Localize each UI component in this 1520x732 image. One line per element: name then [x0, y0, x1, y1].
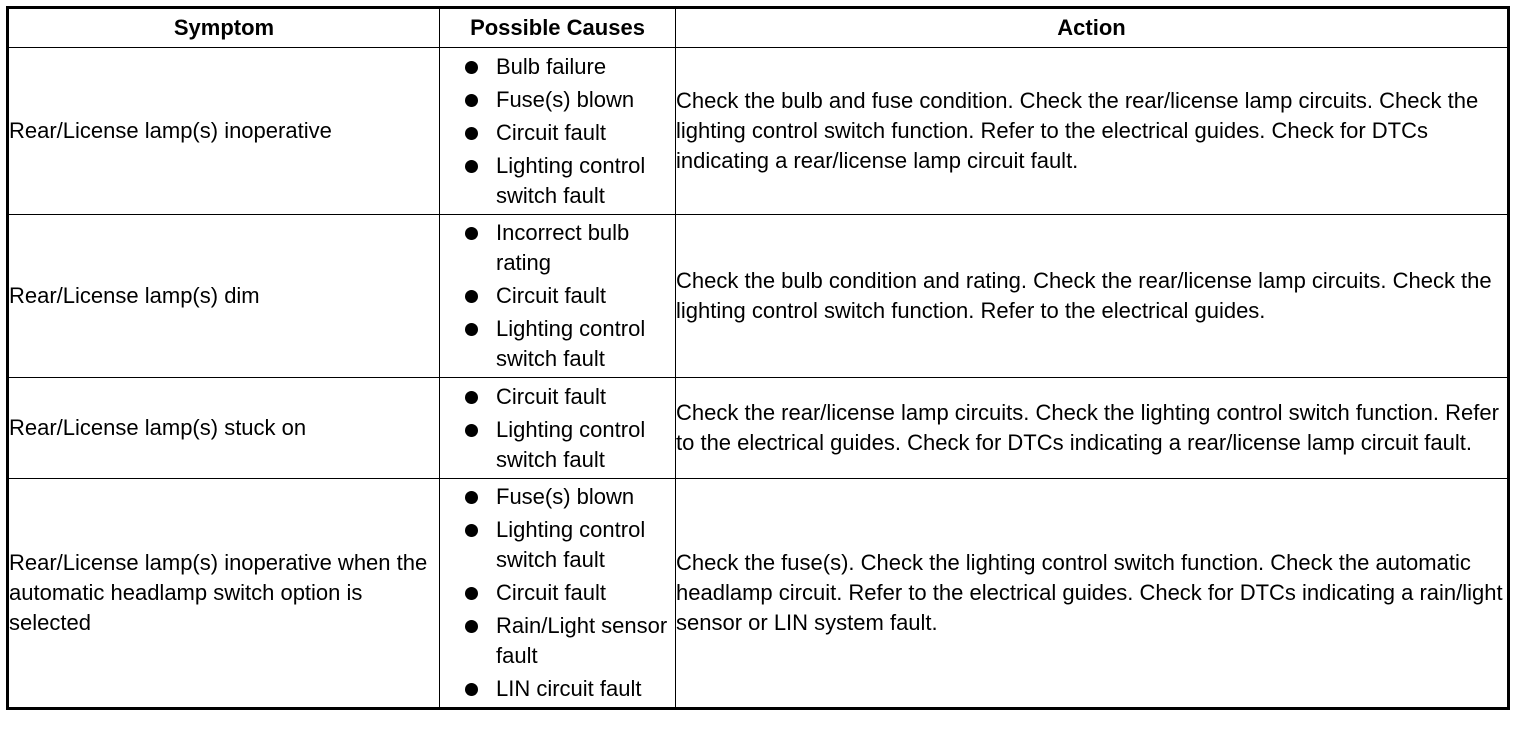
cause-text: Circuit fault: [496, 580, 607, 605]
bullet-icon: [465, 620, 478, 633]
bullet-icon: [465, 424, 478, 437]
causes-list: [440, 482, 675, 704]
cause-item: [440, 382, 675, 412]
table-row: [8, 479, 1509, 709]
bullet-icon: [465, 491, 478, 504]
diagnosis-table-wrapper: [6, 6, 1510, 710]
cause-item: [440, 515, 675, 575]
cause-text: Circuit fault: [496, 119, 607, 145]
causes-cell: [440, 215, 676, 378]
table-row: [8, 378, 1509, 479]
causes-list: [440, 52, 675, 211]
causes-cell: [440, 48, 676, 215]
bullet-icon: [465, 61, 478, 74]
causes-cell: [440, 479, 676, 709]
bullet-icon: [465, 227, 478, 240]
cause-text: Circuit fault: [496, 283, 607, 308]
header-action: Action: [676, 8, 1509, 48]
cause-text: Fuse(s) blown: [496, 484, 635, 509]
cause-text: Fuse(s) blown: [496, 86, 635, 112]
cause-item: [440, 118, 675, 148]
header-symptom: Symptom: [8, 8, 440, 48]
cause-item: [440, 578, 675, 608]
cause-text: Bulb failure: [496, 53, 607, 79]
causes-list: [440, 218, 675, 374]
bullet-icon: [465, 127, 478, 140]
cause-item: [440, 415, 675, 475]
cause-text: Lighting control switch fault: [496, 316, 646, 371]
cause-item: [440, 151, 675, 211]
action-cell: Check the bulb and fuse condition. Check the rear/license lamp circuits. Check the lighting control switch function. Refer to the electrical guides. Check for DTCs indicating a rear/license lamp circuit fault.: [676, 48, 1509, 215]
cause-item: [440, 52, 675, 82]
cause-text: Incorrect bulb rating: [496, 220, 630, 275]
cause-item: [440, 85, 675, 115]
cause-item: [440, 218, 675, 278]
symptom-cell: Rear/License lamp(s) stuck on: [8, 378, 440, 479]
header-possible-causes: Possible Causes: [440, 8, 676, 48]
cause-text: Circuit fault: [496, 383, 607, 409]
causes-list: [440, 382, 675, 475]
symptom-cell: Rear/License lamp(s) dim: [8, 215, 440, 378]
bullet-icon: [465, 391, 478, 404]
action-cell: Check the fuse(s). Check the lighting control switch function. Check the automatic headlamp circuit. Refer to the electrical guides. Check for DTCs indicating a rain/light sensor or LIN system fault.: [676, 479, 1509, 709]
bullet-icon: [465, 587, 478, 600]
cause-item: [440, 281, 675, 311]
cause-item: [440, 314, 675, 374]
bullet-icon: [465, 683, 478, 696]
bullet-icon: [465, 290, 478, 303]
symptom-cell: Rear/License lamp(s) inoperative: [8, 48, 440, 215]
bullet-icon: [465, 323, 478, 336]
cause-item: [440, 674, 675, 704]
cause-text: LIN circuit fault: [496, 676, 642, 701]
action-cell: Check the bulb condition and rating. Check the rear/license lamp circuits. Check the lighting control switch function. Refer to the electrical guides.: [676, 215, 1509, 378]
cause-text: Rain/Light sensor fault: [496, 613, 668, 668]
action-cell: Check the rear/license lamp circuits. Check the lighting control switch function. Refer to the electrical guides. Check for DTCs indicating a rear/license lamp circuit fault.: [676, 378, 1509, 479]
bullet-icon: [465, 94, 478, 107]
cause-text: Lighting control switch fault: [496, 416, 646, 472]
cause-text: Lighting control switch fault: [496, 152, 646, 208]
cause-item: [440, 611, 675, 671]
table-row: [8, 48, 1509, 215]
cause-item: [440, 482, 675, 512]
bullet-icon: [465, 524, 478, 537]
bullet-icon: [465, 160, 478, 173]
table-row: [8, 215, 1509, 378]
symptom-cell: Rear/License lamp(s) inoperative when the automatic headlamp switch option is selected: [8, 479, 440, 709]
causes-cell: [440, 378, 676, 479]
header-row: [8, 8, 1509, 48]
symptom-chart-table: [6, 6, 1510, 710]
cause-text: Lighting control switch fault: [496, 517, 646, 572]
